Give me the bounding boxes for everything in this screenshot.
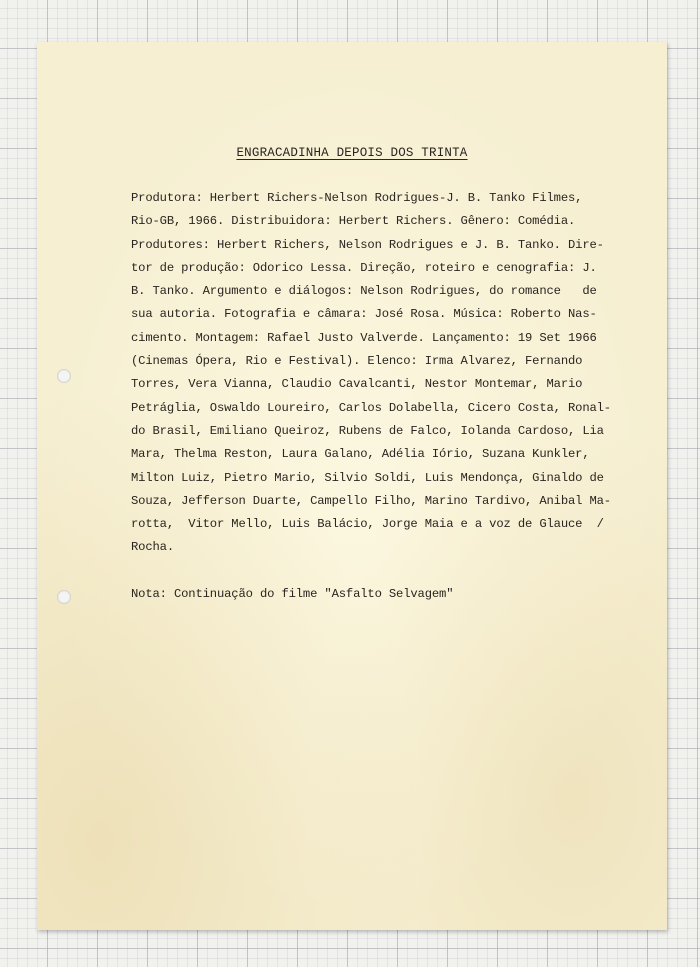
text-line: cimento. Montagem: Rafael Justo Valverde. Lançamento: 19 Set 1966: [131, 330, 597, 345]
text-line: Souza, Jefferson Duarte, Campello Filho, Marino Tardivo, Anibal Ma-: [131, 493, 611, 508]
text-line: Mara, Thelma Reston, Laura Galano, Adélia Iório, Suzana Kunkler,: [131, 447, 590, 462]
document-title: ENGRACADINHA DEPOIS DOS TRINTA: [236, 146, 468, 160]
text-line: Rocha.: [131, 540, 174, 555]
text-line: Torres, Vera Vianna, Claudio Cavalcanti, Nestor Montemar, Mario: [131, 377, 583, 392]
text-line: Milton Luiz, Pietro Mario, Silvio Soldi, Luis Mendonça, Ginaldo de: [131, 470, 604, 485]
text-line: Petráglia, Oswaldo Loureiro, Carlos Dolabella, Cicero Costa, Ronal-: [131, 400, 611, 415]
text-line: Rio-GB, 1966. Distribuidora: Herbert Richers. Gênero: Comédia.: [131, 214, 576, 229]
continuation-note: Nota: Continuação do filme "Asfalto Selvagem": [131, 587, 454, 601]
text-line: Produtora: Herbert Richers-Nelson Rodrigues-J. B. Tanko Filmes,: [131, 191, 583, 205]
text-line: do Brasil, Emiliano Queiroz, Rubens de Falco, Iolanda Cardoso, Lia: [131, 423, 604, 438]
text-line: B. Tanko. Argumento e diálogos: Nelson Rodrigues, do romance de: [131, 284, 597, 299]
text-line: (Cinemas Ópera, Rio e Festival). Elenco: Irma Alvarez, Fernando: [131, 354, 583, 369]
punch-hole: [57, 369, 71, 383]
text-line: tor de produção: Odorico Lessa. Direção, roteiro e cenografia: J.: [131, 260, 597, 275]
typewritten-page: [37, 42, 667, 930]
text-line: rotta, Vitor Mello, Luis Balácio, Jorge Maia e a voz de Glauce /: [131, 517, 604, 532]
text-line: sua autoria. Fotografia e câmara: José Rosa. Música: Roberto Nas-: [131, 307, 597, 322]
punch-hole: [57, 590, 71, 604]
credits-paragraph: [131, 187, 611, 560]
text-line: Produtores: Herbert Richers, Nelson Rodrigues e J. B. Tanko. Dire-: [131, 237, 604, 252]
